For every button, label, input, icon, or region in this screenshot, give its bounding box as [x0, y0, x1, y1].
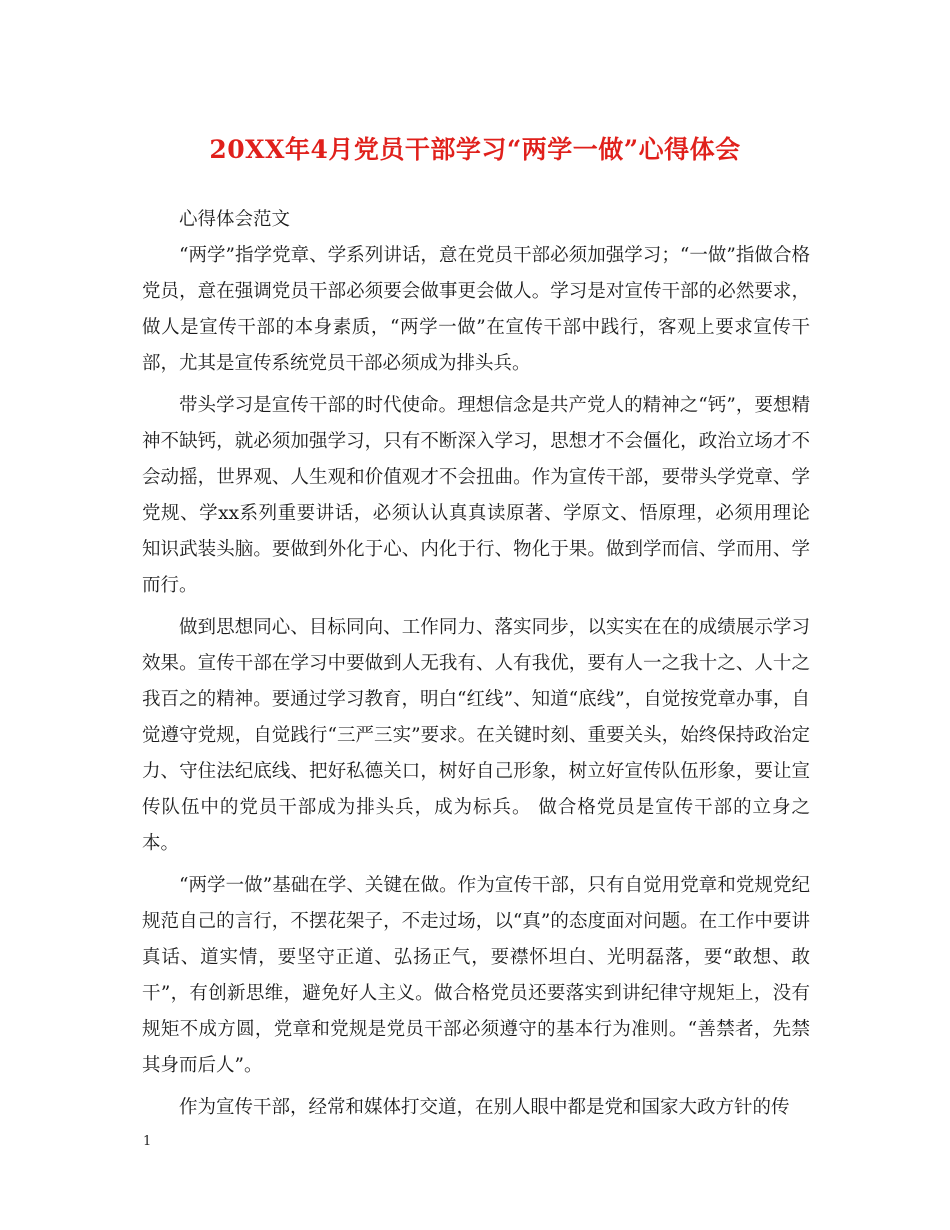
paragraph: “两学”指学党章、学系列讲话，意在党员干部必须加强学习；“一做”指做合格党员，意在强调党员干部必须要会做事更会做人。学习是对宣传干部的必然要求，做人是宣传干部的本身素质，“两学一做”在宣传干部中践行，客观上要求宣传干部，尤其是宣传系统党员干部必须成为排头兵。	[142, 245, 810, 374]
paragraph: 做到思想同心、目标同向、工作同力、落实同步，以实实在在的成绩展示学习效果。宣传干部在学习中要做到人无我有、人有我优，要有人一之我十之、人十之我百之的精神。要通过学习教育，明白“红线”、知道“底线”，自觉按党章办事，自觉遵守党规，自觉践行“三严三实”要求。在关键时刻、重要关头，始终保持政治定力、守住法纪底线、把好私德关口，树好自己形象，树立好宣传队伍形象，要让宣传队伍中的党员干部成为排头兵，成为标兵。 做合格党员是宣传干部的立身之本。	[142, 617, 810, 854]
page-number: 1	[143, 1134, 152, 1149]
document-body	[142, 202, 810, 1126]
paragraph: 作为宣传干部，经常和媒体打交道，在别人眼中都是党和国家大政方针的传	[179, 1097, 790, 1118]
paragraph-subtitle: 心得体会范文	[179, 209, 291, 230]
paragraph: 带头学习是宣传干部的时代使命。理想信念是共产党人的精神之“钙”，要想精神不缺钙，就必须加强学习，只有不断深入学习，思想才不会僵化，政治立场才不会动摇，世界观、人生观和价值观才不会扭曲。作为宣传干部，要带头学党章、学党规、学xx系列重要讲话，必须认认真真读原著、学原文、悟原理，必须用理论知识武装头脑。要做到外化于心、内化于行、物化于果。做到学而信、学而用、学而行。	[142, 395, 810, 596]
paragraph: “两学一做”基础在学、关键在做。作为宣传干部，只有自觉用党章和党规党纪规范自己的言行，不摆花架子，不走过场，以“真”的态度面对问题。在工作中要讲真话、道实情，要坚守正道、弘扬正气，要襟怀坦白、光明磊落，要“敢想、敢干”，有创新思维，避免好人主义。做合格党员还要落实到讲纪律守规矩上，没有规矩不成方圆，党章和党规是党员干部必须遵守的基本行为准则。“善禁者，先禁其身而后人”。	[142, 875, 810, 1076]
document-title: 20XX年4月党员干部学习“两学一做”心得体会	[209, 135, 741, 164]
